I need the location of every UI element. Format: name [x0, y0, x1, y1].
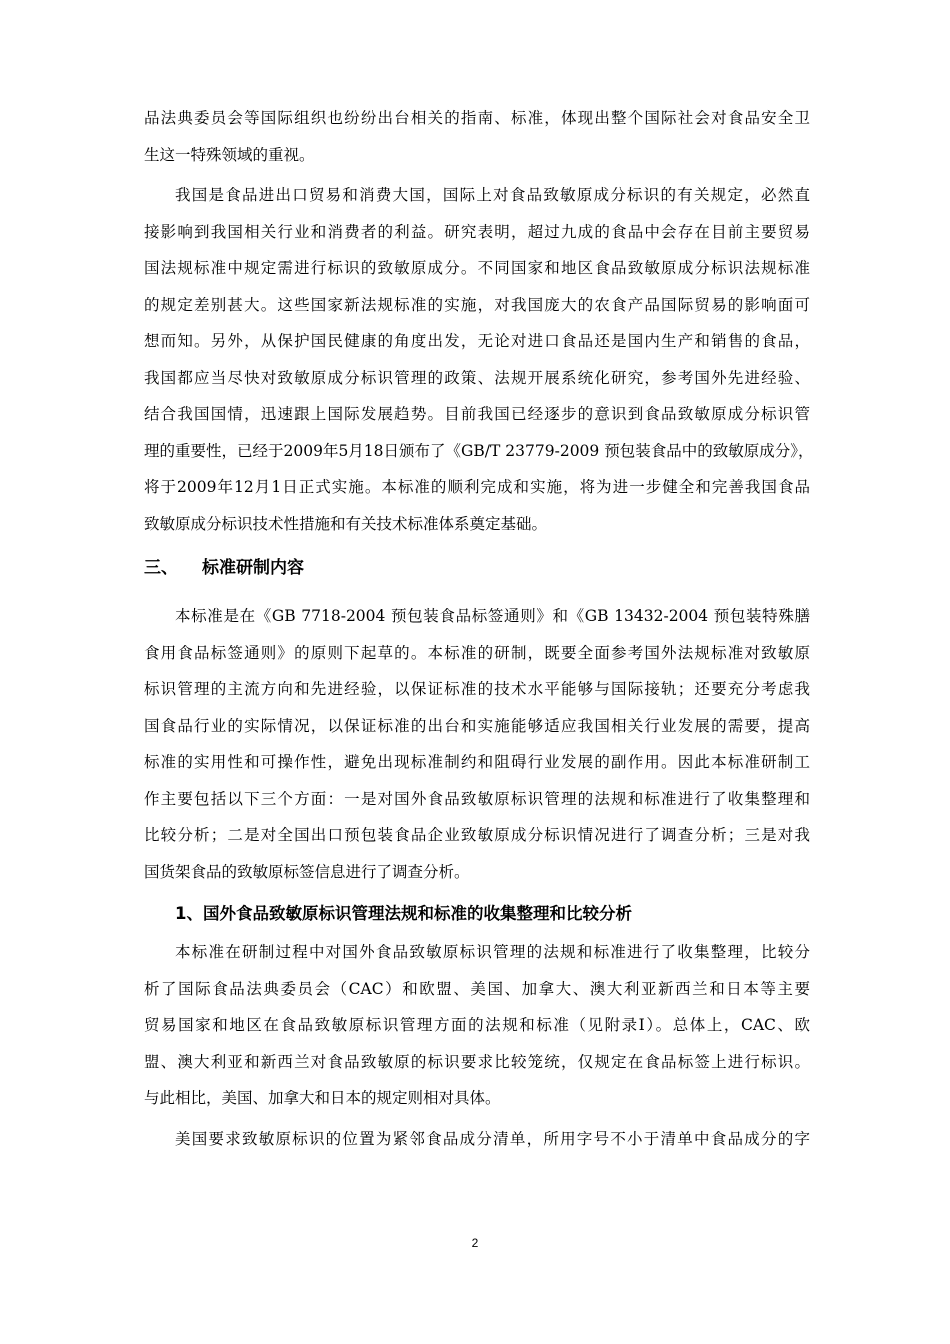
text-line: 我国是食品进出口贸易和消费大国，国际上对食品致敏原成分标识的有关规定，必然直	[175, 186, 810, 204]
text-line: 我国都应当尽快对致敏原成分标识管理的政策、法规开展系统化研究，参考国外先进经验、	[144, 368, 810, 387]
paragraph-3	[144, 934, 810, 1117]
text-line: 本标准在研制过程中对国外食品致敏原标识管理的法规和标准进行了收集整理，比较分	[175, 943, 810, 961]
text-line: 接影响到我国相关行业和消费者的利益。研究表明，超过九成的食品中会存在目前主要贸易	[144, 222, 810, 241]
text-line: 盟、澳大利亚和新西兰对食品致敏原的标识要求比较笼统，仅规定在食品标签上进行标识。	[144, 1052, 810, 1071]
text-line: 作主要包括以下三个方面：一是对国外食品致敏原标识管理的法规和标准进行了收集整理和	[144, 789, 810, 808]
text-line: 生这一特殊领域的重视。	[144, 145, 315, 164]
text-line: 标准的实用性和可操作性，避免出现标准制约和阻碍行业发展的副作用。因此本标准研制工	[144, 753, 810, 771]
section-number: 三、	[144, 558, 178, 578]
section-title: 标准研制内容	[202, 558, 304, 578]
text-line: 比较分析；二是对全国出口预包装食品企业致敏原成分标识情况进行了调查分析；三是对我	[144, 826, 810, 844]
text-line: 贸易国家和地区在食品致敏原标识管理方面的法规和标准（见附录Ⅰ）。总体上，CAC、欧	[144, 1016, 810, 1034]
document-body	[144, 100, 814, 1157]
text-line: 国食品行业的实际情况，以保证标准的出台和实施能够适应我国相关行业发展的需要，提高	[144, 716, 810, 735]
text-line: 食用食品标签通则》的原则下起草的。本标准的研制，既要全面参考国外法规标准对致敏原	[144, 643, 810, 662]
text-line: 与此相比，美国、加拿大和日本的规定则相对具体。	[144, 1089, 501, 1107]
subsection-heading: 1、国外食品致敏原标识管理法规和标准的收集整理和比较分析	[175, 904, 632, 923]
text-line: 想而知。另外，从保护国民健康的角度出发，无论对进口食品还是国内生产和销售的食品，	[144, 332, 810, 350]
paragraph-2	[144, 598, 810, 890]
text-line: 国法规标准中规定需进行标识的致敏原成分。不同国家和地区食品致敏原成分标识法规标准	[144, 259, 810, 277]
text-line: 标识管理的主流方向和先进经验，以保证标准的技术水平能够与国际接轨；还要充分考虑我	[144, 680, 810, 698]
text-line: 品法典委员会等国际组织也纷纷出台相关的指南、标准，体现出整个国际社会对食品安全卫	[144, 109, 810, 127]
text-line: 美国要求致敏原标识的位置为紧邻食品成分清单，所用字号不小于清单中食品成分的字	[175, 1129, 810, 1148]
text-line: 的规定差别甚大。这些国家新法规标准的实施，对我国庞大的农食产品国际贸易的影响面可	[144, 295, 810, 314]
text-line: 将于2009年12月1日正式实施。本标准的顺利完成和实施，将为进一步健全和完善我国食品	[144, 478, 810, 496]
text-line: 析了国际食品法典委员会（CAC）和欧盟、美国、加拿大、澳大利亚新西兰和日本等主要	[144, 979, 810, 998]
text-line: 本标准是在《GB 7718-2004 预包装食品标签通则》和《GB 13432-2004 预包装特殊膳	[175, 607, 810, 625]
text-line: 结合我国国情，迅速跟上国际发展趋势。目前我国已经逐步的意识到食品致敏原成分标识管	[144, 405, 810, 423]
paragraph-1	[144, 177, 814, 542]
text-line: 国货架食品的致敏原标签信息进行了调查分析。	[144, 862, 470, 881]
paragraph-0	[144, 100, 810, 173]
text-line: 致敏原成分标识技术性措施和有关技术标准体系奠定基础。	[144, 514, 548, 533]
page-number: 2	[471, 1236, 479, 1250]
section-heading	[144, 548, 810, 588]
text-line: 理的重要性，已经于2009年5月18日颁布了《GB/T 23779-2009 预包装食品中的致敏原成分》，	[144, 441, 814, 460]
paragraph-4	[144, 1121, 810, 1158]
